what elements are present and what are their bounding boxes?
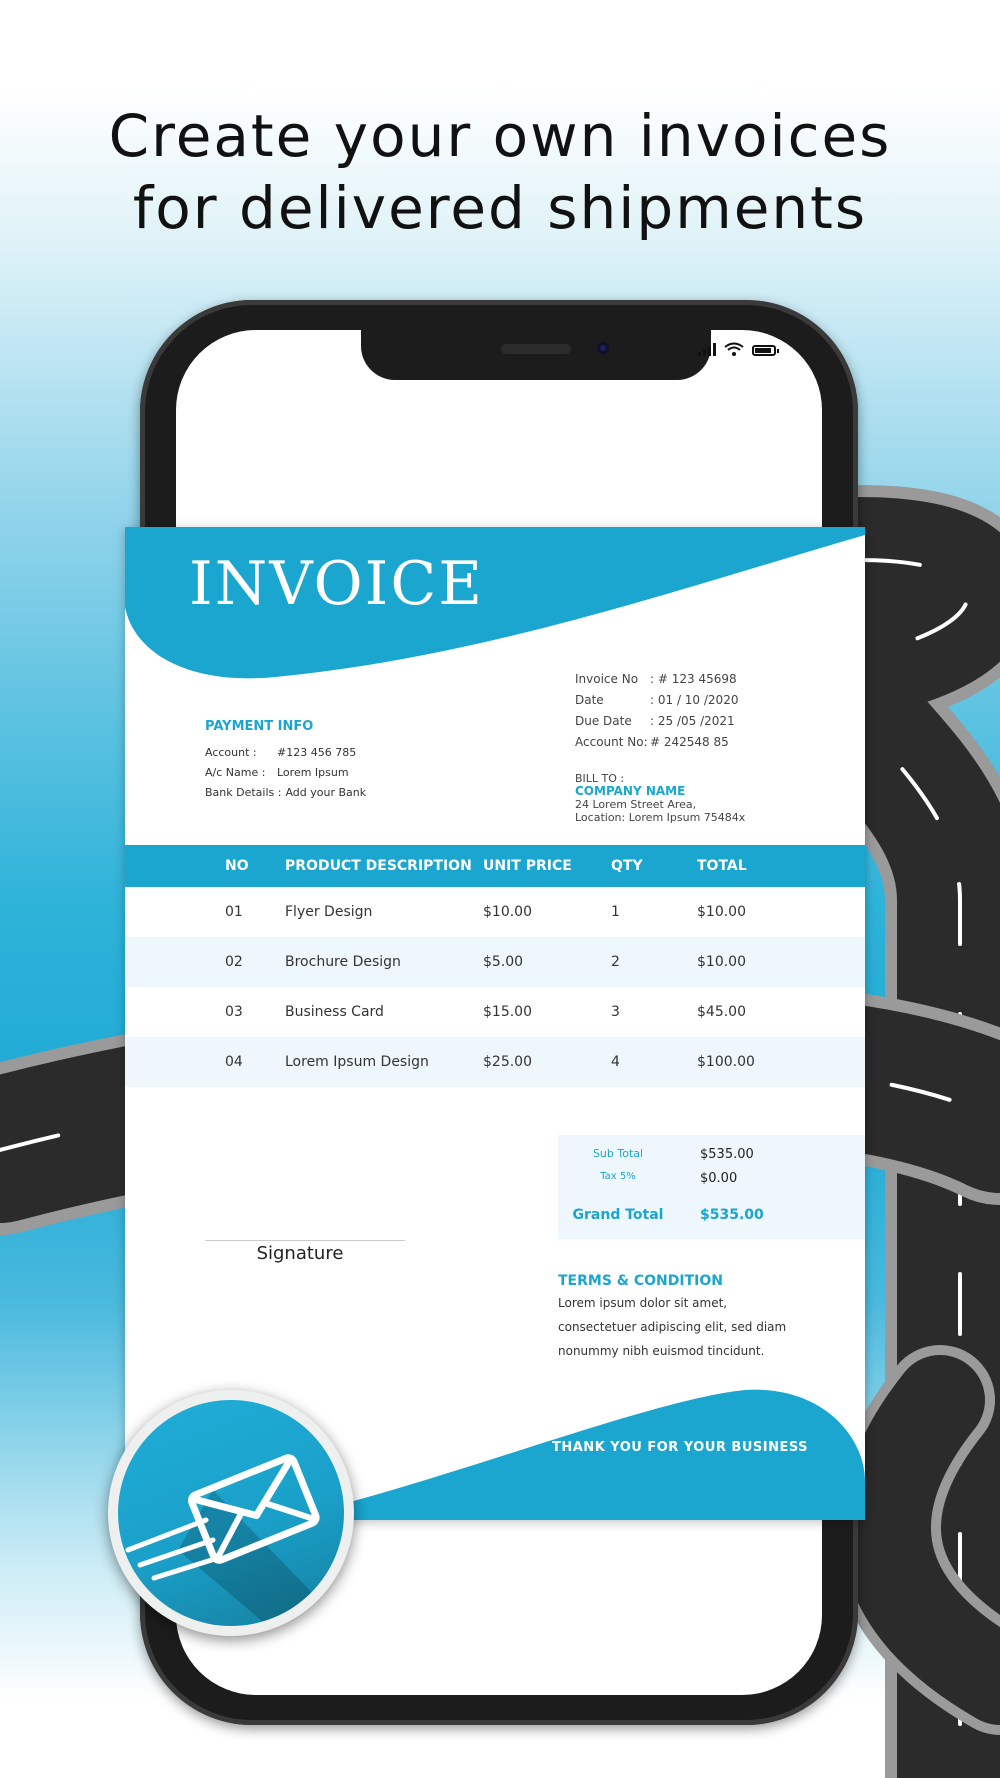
battery-icon [752, 345, 776, 356]
cell-no: 02 [225, 954, 243, 970]
table-row [125, 937, 865, 987]
grand-total-label: Grand Total [572, 1207, 664, 1223]
header-qty: QTY [611, 858, 643, 874]
payment-label: Bank Details : [205, 786, 282, 799]
cell-qty: 1 [611, 904, 620, 920]
payment-label: Account : [205, 746, 257, 759]
table-row [125, 987, 865, 1037]
signal-icon [698, 342, 716, 356]
header-unit-price: UNIT PRICE [483, 858, 572, 874]
cell-total: $45.00 [697, 1004, 746, 1020]
cell-total: $10.00 [697, 954, 746, 970]
meta-label: Invoice No [575, 672, 639, 686]
sub-total-row [558, 1147, 865, 1162]
payment-value: #123 456 785 [277, 746, 357, 759]
tax-value: $0.00 [700, 1171, 738, 1186]
terms-text: Lorem ipsum dolor sit amet, consectetuer adipiscing elit, sed diam nonummy nibh euismod tincidunt. [558, 1296, 787, 1358]
grand-total-row [558, 1207, 865, 1223]
meta-value: : # 123 45698 [650, 672, 737, 686]
cell-no: 01 [225, 904, 243, 920]
meta-row [575, 732, 738, 753]
payment-label: A/c Name : [205, 766, 266, 779]
bill-to-label: BILL TO : [575, 772, 625, 785]
payment-info-heading: PAYMENT INFO [205, 719, 314, 734]
phone-notch [361, 330, 711, 380]
sub-total-value: $535.00 [700, 1147, 754, 1162]
bill-to [575, 772, 745, 824]
cell-unit-price: $10.00 [483, 904, 532, 920]
cell-unit-price: $25.00 [483, 1054, 532, 1070]
payment-row [205, 783, 366, 803]
payment-value: Lorem Ipsum [277, 766, 349, 779]
meta-label: Account No: [575, 735, 648, 749]
meta-label: Date [575, 693, 604, 707]
signature-label: Signature [256, 1243, 344, 1264]
header-total: TOTAL [697, 858, 747, 874]
thank-you-text: THANK YOU FOR YOUR BUSINESS [552, 1440, 808, 1455]
flying-envelope-icon [118, 1400, 344, 1626]
tax-label: Tax 5% [600, 1171, 636, 1182]
cell-description: Brochure Design [285, 954, 401, 970]
table-row [125, 1037, 865, 1087]
header-no: NO [225, 858, 249, 874]
cell-description: Lorem Ipsum Design [285, 1054, 429, 1070]
meta-value: : 01 / 10 /2020 [650, 693, 739, 707]
bill-to-company: COMPANY NAME [575, 784, 686, 798]
header-description: PRODUCT DESCRIPTION [285, 858, 472, 874]
meta-row [575, 711, 738, 732]
payment-row [205, 763, 366, 783]
headline [0, 100, 1000, 244]
mail-badge-inner [118, 1400, 344, 1626]
invoice-sheet [125, 527, 865, 1520]
cell-total: $10.00 [697, 904, 746, 920]
status-bar [698, 342, 776, 356]
bill-to-address-2: Location: Lorem Ipsum 75484x [575, 811, 746, 824]
terms-heading: TERMS & CONDITION [558, 1273, 723, 1289]
cell-no: 03 [225, 1004, 243, 1020]
signature-line [205, 1240, 405, 1241]
table-header [125, 845, 865, 887]
cell-description: Business Card [285, 1004, 384, 1020]
bill-to-address-1: 24 Lorem Street Area, [575, 798, 697, 811]
cell-qty: 4 [611, 1054, 620, 1070]
totals-box [558, 1135, 865, 1239]
meta-label: Due Date [575, 714, 632, 728]
headline-line-1: Create your own invoices [108, 102, 892, 170]
cell-unit-price: $5.00 [483, 954, 524, 970]
meta-row [575, 669, 738, 690]
wifi-icon [724, 342, 744, 356]
table-row [125, 887, 865, 937]
cell-qty: 2 [611, 954, 620, 970]
payment-info [205, 717, 366, 803]
invoice-title: INVOICE [189, 549, 485, 619]
mail-badge [108, 1390, 354, 1636]
headline-line-2: for delivered shipments [132, 174, 868, 242]
terms-section [558, 1271, 798, 1363]
payment-value: Add your Bank [285, 786, 367, 799]
speaker-grille [501, 344, 571, 354]
cell-description: Flyer Design [285, 904, 373, 920]
items-table [125, 845, 865, 1087]
grand-total-value: $535.00 [700, 1207, 764, 1223]
meta-row [575, 690, 738, 711]
meta-value: : 25 /05 /2021 [650, 714, 735, 728]
payment-row [205, 743, 366, 763]
tax-row [558, 1171, 865, 1186]
cell-qty: 3 [611, 1004, 620, 1020]
sub-total-label: Sub Total [592, 1147, 644, 1160]
camera-icon [597, 342, 609, 354]
cell-total: $100.00 [697, 1054, 755, 1070]
cell-unit-price: $15.00 [483, 1004, 532, 1020]
invoice-meta [575, 669, 738, 753]
meta-value: # 242548 85 [650, 735, 729, 749]
cell-no: 04 [225, 1054, 243, 1070]
